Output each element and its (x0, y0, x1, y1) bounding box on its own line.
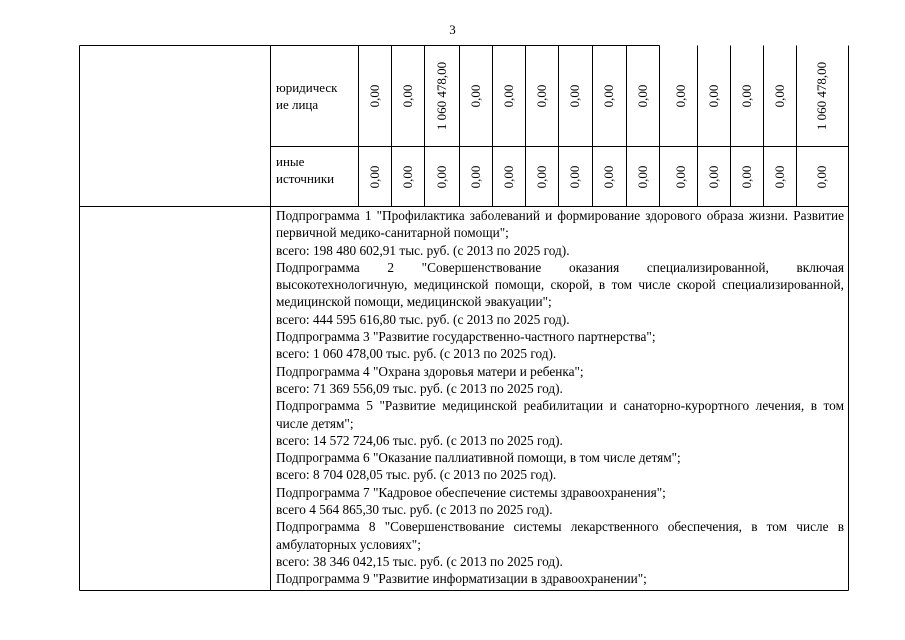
table-cell: 0,00 (771, 84, 787, 108)
table-cell: 0,00 (672, 165, 688, 188)
subprograms-funding-text (276, 207, 844, 588)
table-cell: 0,00 (601, 165, 616, 188)
table-cell: 0,00 (467, 165, 483, 188)
subprogram-total: всего: 8 704 028,05 тыс. руб. (с 2013 по 2025 год). (276, 467, 557, 483)
table-cell: 0,00 (533, 84, 549, 108)
subprogram-total: всего: 38 346 042,15 тыс. руб. (с 2013 по 2025 год). (276, 553, 563, 569)
subprogram-total: всего: 71 369 556,09 тыс. руб. (с 2013 по 2025 год). (276, 380, 563, 396)
subprogram-total: всего 4 564 865,30 тыс. руб. (с 2013 по 2025 год). (276, 502, 553, 518)
subprogram-total: всего: 14 572 724,06 тыс. руб. (с 2013 по 2025 год). (276, 432, 563, 448)
subprogram-title: Подпрограмма 3 "Развитие государственно-частного партнерства"; (276, 329, 656, 345)
table-cell: 0,00 (567, 84, 582, 108)
table-cell: 1 060 478,00 (814, 61, 829, 131)
table-cell: 1 060 478,00 (433, 61, 449, 131)
table-cell: 0,00 (738, 84, 754, 108)
table-cell: 0,00 (366, 165, 382, 188)
table-cell: 0,00 (567, 165, 582, 188)
subprogram-title: Подпрограмма 1 "Профилактика заболеваний и формирование здорового образа жизни. Развитие первичной медико-санитарной помощи"; (276, 208, 844, 241)
row-label-legal-entities: юридическ ие лица (276, 80, 338, 112)
table-cell: 0,00 (467, 84, 483, 108)
table-cell: 0,00 (601, 84, 616, 108)
table-cell: 0,00 (500, 84, 516, 108)
table-cell: 0,00 (433, 165, 449, 188)
subprogram-title: Подпрограмма 9 "Развитие информатизации в здравоохранении"; (276, 571, 647, 587)
table-cell: 0,00 (366, 84, 382, 108)
table-cell: 0,00 (738, 165, 754, 188)
table-cell: 0,00 (705, 165, 721, 188)
table-cell: 0,00 (500, 165, 516, 188)
subprogram-title: Подпрограмма 2 "Совершенствование оказания специализированной, включая высокотехнологичную, медицинской помощи, скорой, в том числе скорой специализированной, медицинской помощи, медицинской эвакуации"; (276, 259, 844, 310)
table-cell: 0,00 (771, 165, 787, 188)
subprogram-title: Подпрограмма 7 "Кадровое обеспечение системы здравоохранения"; (276, 484, 666, 500)
table-cell: 0,00 (634, 165, 650, 188)
subprogram-total: всего: 1 060 478,00 тыс. руб. (с 2013 по 2025 год). (276, 346, 557, 362)
subprogram-title: Подпрограмма 6 "Оказание паллиативной помощи, в том числе детям"; (276, 450, 681, 466)
table-cell: 0,00 (634, 84, 650, 108)
table-cell: 0,00 (399, 165, 415, 188)
table-cell: 0,00 (814, 165, 829, 188)
page-number: 3 (449, 22, 456, 37)
subprogram-title: Подпрограмма 8 "Совершенствование системы лекарственного обеспечения, в том числе в амбулаторных условиях"; (276, 519, 844, 552)
table-cell: 0,00 (399, 84, 415, 108)
table-cell: 0,00 (533, 165, 549, 188)
subprogram-title: Подпрограмма 4 "Охрана здоровья матери и ребенка"; (276, 363, 584, 379)
table-cell: 0,00 (705, 84, 721, 108)
subprogram-title: Подпрограмма 5 "Развитие медицинской реабилитации и санаторно-курортного лечения, в том числе детям"; (276, 398, 844, 431)
row-label-other-sources: иные источники (276, 154, 335, 186)
subprogram-total: всего: 198 480 602,91 тыс. руб. (с 2013 по 2025 год). (276, 242, 570, 258)
table-cell: 0,00 (672, 84, 688, 108)
subprogram-total: всего: 444 595 616,80 тыс. руб. (с 2013 по 2025 год). (276, 311, 570, 327)
